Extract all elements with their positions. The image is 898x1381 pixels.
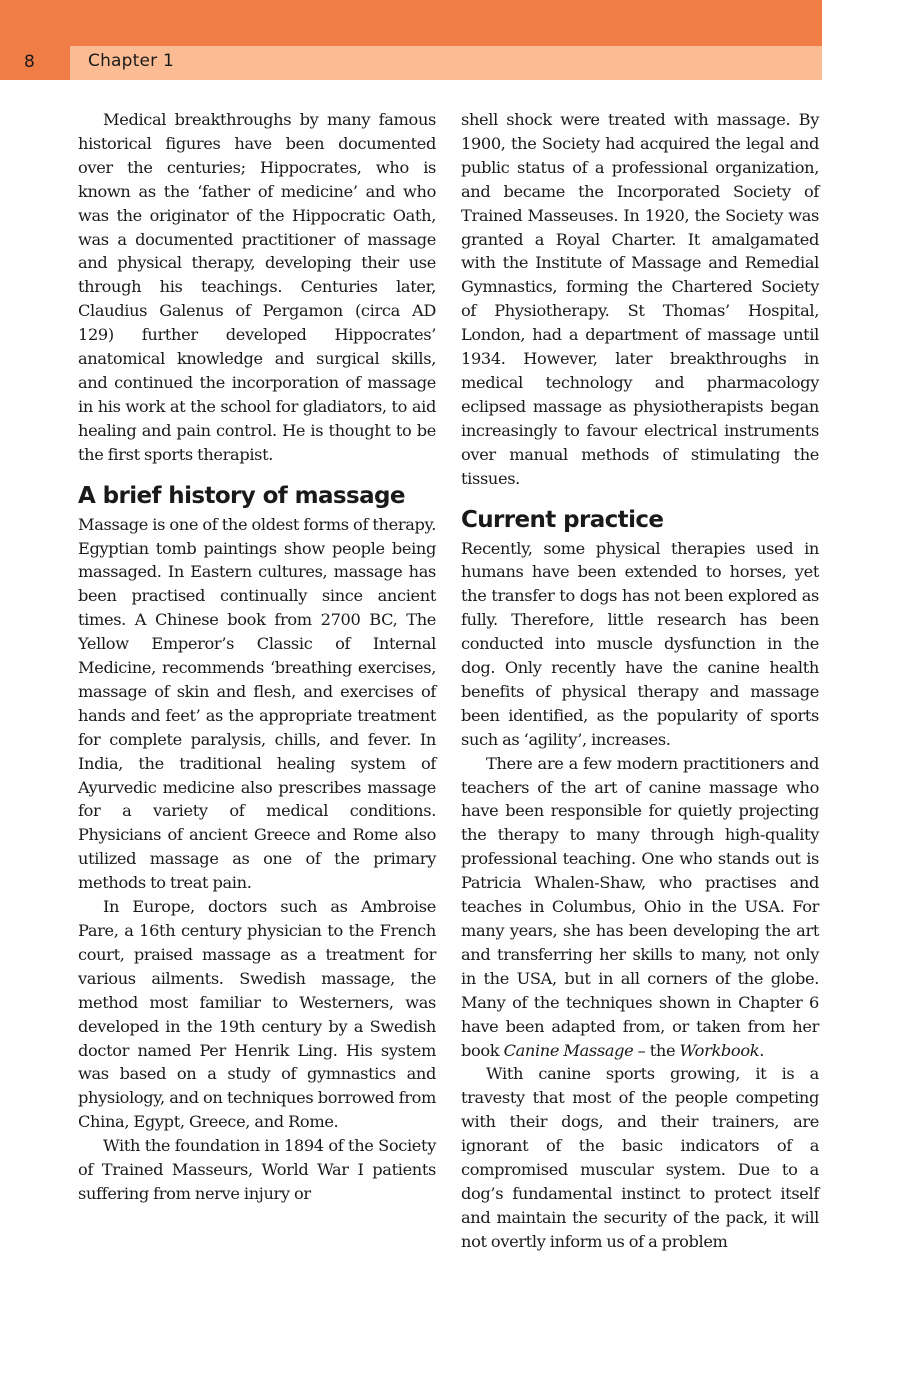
left-column xyxy=(78,108,436,1206)
paragraph: Recently, some physical therapies used in humans have been extended to horses, yet the transfer to dogs has not been explored as fully. Therefore, little research has been conducted into muscle dysfunction in the dog. Only recently have the canine health benefits of physical therapy and massage been identified, as the popularity of sports such as ‘agility’, increases. xyxy=(461,538,819,749)
right-column xyxy=(461,108,819,1254)
paragraph: Massage is one of the oldest forms of therapy. Egyptian tomb paintings show people being massaged. In Eastern cultures, massage has been practised continually since ancient times. A Chinese book from 2700 BC, The Yellow Emperor’s Classic of Internal Medicine, recommends ‘breathing exercises, massage of skin and flesh, and exercises of hands and feet’ as the appropriate treatment for complete paralysis, chills, and fever. In India, the traditional healing system of Ayurvedic medicine also prescribes massage for a variety of medical conditions. Physicians of ancient Greece and Rome also utilized massage as one of the primary methods to treat pain. xyxy=(78,514,436,893)
paragraph: shell shock were treated with massage. By 1900, the Society had acquired the legal and public status of a professional organization, and became the Incorporated Society of Trained Masseuses. In 1920, the Society was granted a Royal Charter. It amalgamated with the Institute of Massage and Remedial Gymnastics, forming the Chartered Society of Physiotherapy. St Thomas’ Hospital, London, had a department of massage until 1934. However, later breakthroughs in medical technology and pharmacology eclipsed massage as physiotherapists began increasingly to favour electrical instruments over manual methods of stimulating the tissues. xyxy=(461,110,819,488)
book-title: Canine Massage xyxy=(503,1040,634,1060)
chapter-label: Chapter 1 xyxy=(88,51,174,71)
paragraph: With the foundation in 1894 of the Society of Trained Masseurs, World War I patients suffering from nerve injury or xyxy=(78,1136,436,1203)
page-number: 8 xyxy=(24,52,35,72)
page-number-box xyxy=(0,46,70,80)
paragraph: With canine sports growing, it is a travesty that most of the people competing with their dogs, and their trainers, are ignorant of the basic indicators of a compromised muscular system. Due to a dog’s fundamental instinct to protect itself and maintain the security of the pack, it will not overtly inform us of a problem xyxy=(461,1064,819,1251)
section-heading: A brief history of massage xyxy=(78,482,405,509)
paragraph xyxy=(461,752,819,1063)
header-accent-band xyxy=(0,0,822,46)
book-subtitle: Workbook xyxy=(679,1040,760,1060)
paragraph: Medical breakthroughs by many famous historical figures have been documented over the centuries; Hippocrates, who is known as the ‘father of medicine’ and who was the originator of the Hippocratic Oath, was a documented practitioner of massage and physical therapy, developing their use through his teachings. Centuries later, Claudius Galenus of Pergamon (circa AD 129) further developed Hippocrates’ anatomical knowledge and surgical skills, and continued the incorporation of massage in his work at the school for gladiators, to aid healing and pain control. He is thought to be the first sports therapist. xyxy=(78,110,436,464)
section-heading: Current practice xyxy=(461,506,664,533)
paragraph-text: There are a few modern practitioners and teachers of the art of canine massage who have been responsible for quietly projecting the therapy to many through high-quality professional teaching. One who stands out is Patricia Whalen-Shaw, who practises and teaches in Columbus, Ohio in the USA. For many years, she has been developing the art and transferring her skills to many, not only in the USA, but in all corners of the globe. Many of the techniques shown in Chapter 6 have been adapted from, or taken from her book xyxy=(461,753,819,1060)
paragraph-text: . xyxy=(759,1040,764,1060)
paragraph-text: – the xyxy=(633,1040,680,1060)
paragraph: In Europe, doctors such as Ambroise Pare, a 16th century physician to the French court, praised massage as a treatment for various ailments. Swedish massage, the method most familiar to Westerners, was developed in the 19th century by a Swedish doctor named Per Henrik Ling. His system was based on a study of gymnastics and physiology, and on techniques borrowed from China, Egypt, Greece, and Rome. xyxy=(78,897,436,1132)
